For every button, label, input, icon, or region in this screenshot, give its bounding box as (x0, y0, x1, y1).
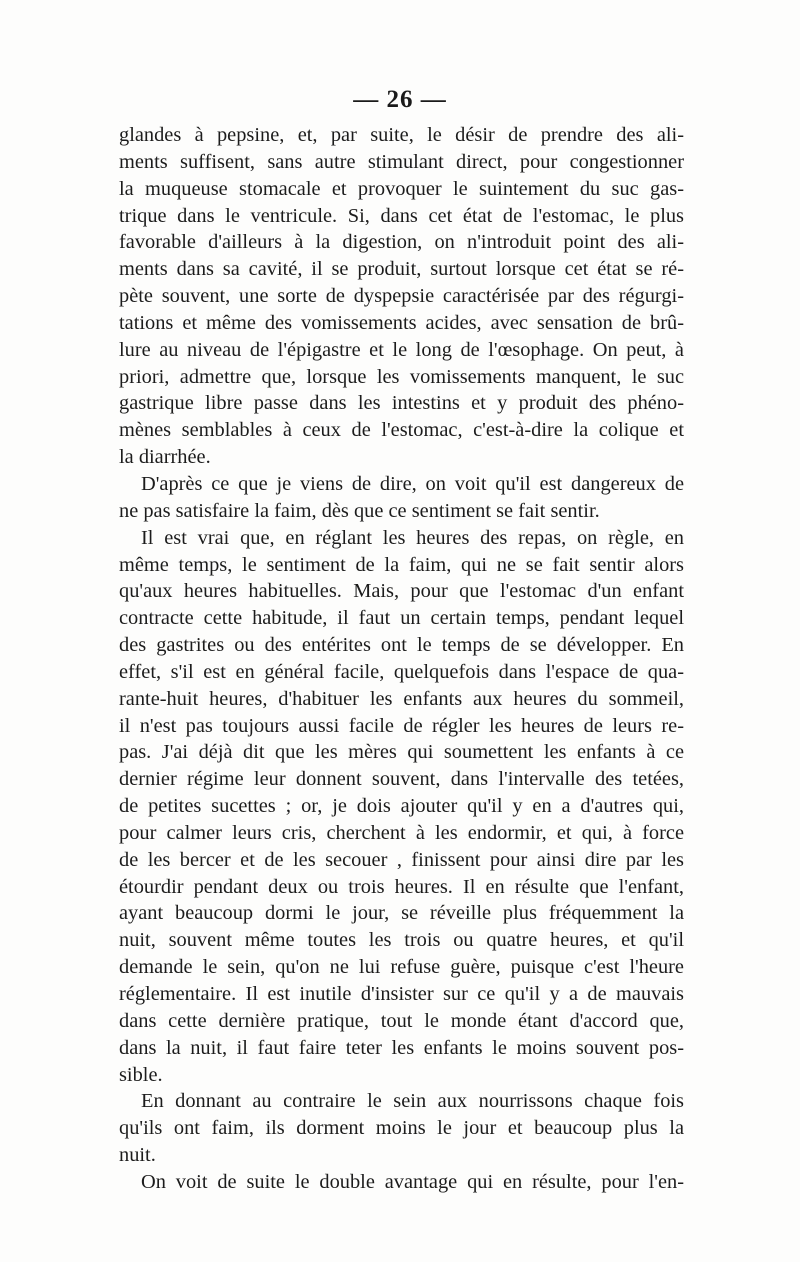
text-line: mènes semblables à ceux de l'estomac, c'est-à-dire la colique et (119, 419, 684, 442)
text-line: gastrique libre passe dans les intestins et y produit des phéno- (119, 392, 684, 415)
page-number: — 26 — (353, 86, 447, 113)
text-line: il n'est pas toujours aussi facile de régler les heures de leurs re- (119, 714, 684, 737)
text-line: la diarrhée. (119, 446, 211, 469)
text-line: contracte cette habitude, il faut un certain temps, pendant lequel (119, 607, 684, 630)
text-line: pète souvent, une sorte de dyspepsie caractérisée par des régurgi- (119, 285, 684, 308)
text-line: Il est vrai que, en réglant les heures des repas, on règle, en (141, 526, 684, 549)
text-line: trique dans le ventricule. Si, dans cet état de l'estomac, le plus (119, 204, 684, 227)
text-line: qu'ils ont faim, ils dorment moins le jour et beaucoup plus la (119, 1117, 684, 1140)
text-line: dernier régime leur donnent souvent, dans l'intervalle des tetées, (119, 768, 684, 791)
text-line: des gastrites ou des entérites ont le temps de se développer. En (119, 634, 684, 657)
text-line: pas. J'ai déjà dit que les mères qui soumettent les enfants à ce (119, 741, 684, 764)
text-line: demande le sein, qu'on ne lui refuse guère, puisque c'est l'heure (119, 956, 684, 979)
body-text (119, 122, 684, 1196)
text-line: de les bercer et de les secouer , finissent pour ainsi dire par les (119, 848, 684, 871)
text-line: nuit. (119, 1144, 156, 1167)
text-line: effet, s'il est en général facile, quelquefois dans l'espace de qua- (119, 660, 684, 683)
text-line: ayant beaucoup dormi le jour, se réveille plus fréquemment la (119, 902, 684, 925)
text-line: rante-huit heures, d'habituer les enfants aux heures du sommeil, (119, 687, 684, 710)
text-line: qu'aux heures habituelles. Mais, pour que l'estomac d'un enfant (119, 580, 684, 603)
text-line: dans la nuit, il faut faire teter les enfants le moins souvent pos- (119, 1036, 684, 1059)
text-line: priori, admettre que, lorsque les vomissements manquent, le suc (119, 365, 684, 388)
text-line: glandes à pepsine, et, par suite, le désir de prendre des ali- (119, 124, 684, 146)
text-line: tations et même des vomissements acides, avec sensation de brû- (119, 311, 684, 334)
text-line: On voit de suite le double avantage qui en résulte, pour l'en- (141, 1170, 684, 1193)
text-line: D'après ce que je viens de dire, on voit qu'il est dangereux de (141, 472, 684, 495)
text-line: ments dans sa cavité, il se produit, surtout lorsque cet état se ré- (119, 258, 684, 281)
text-line: dans cette dernière pratique, tout le monde étant d'accord que, (119, 1009, 684, 1032)
text-line: lure au niveau de l'épigastre et le long de l'œsophage. On peut, à (119, 338, 684, 361)
text-line: de petites sucettes ; or, je dois ajouter qu'il y en a d'autres qui, (119, 795, 684, 818)
text-line: ments suffisent, sans autre stimulant direct, pour congestionner (119, 150, 684, 173)
text-line: réglementaire. Il est inutile d'insister sur ce qu'il y a de mauvais (119, 983, 684, 1005)
text-line: étourdir pendant deux ou trois heures. Il en résulte que l'enfant, (119, 875, 684, 898)
text-line: favorable d'ailleurs à la digestion, on n'introduit point des ali- (119, 231, 684, 254)
text-line: même temps, le sentiment de la faim, qui ne se fait sentir alors (119, 553, 684, 576)
text-line: nuit, souvent même toutes les trois ou quatre heures, et qu'il (119, 929, 684, 952)
text-line: ne pas satisfaire la faim, dès que ce sentiment se fait sentir. (119, 499, 600, 522)
text-line: la muqueuse stomacale et provoquer le suintement du suc gas- (119, 177, 684, 200)
text-line: En donnant au contraire le sein aux nourrissons chaque fois (141, 1090, 684, 1113)
text-line: pour calmer leurs cris, cherchent à les endormir, et qui, à force (119, 821, 684, 844)
text-line: sible. (119, 1063, 163, 1086)
